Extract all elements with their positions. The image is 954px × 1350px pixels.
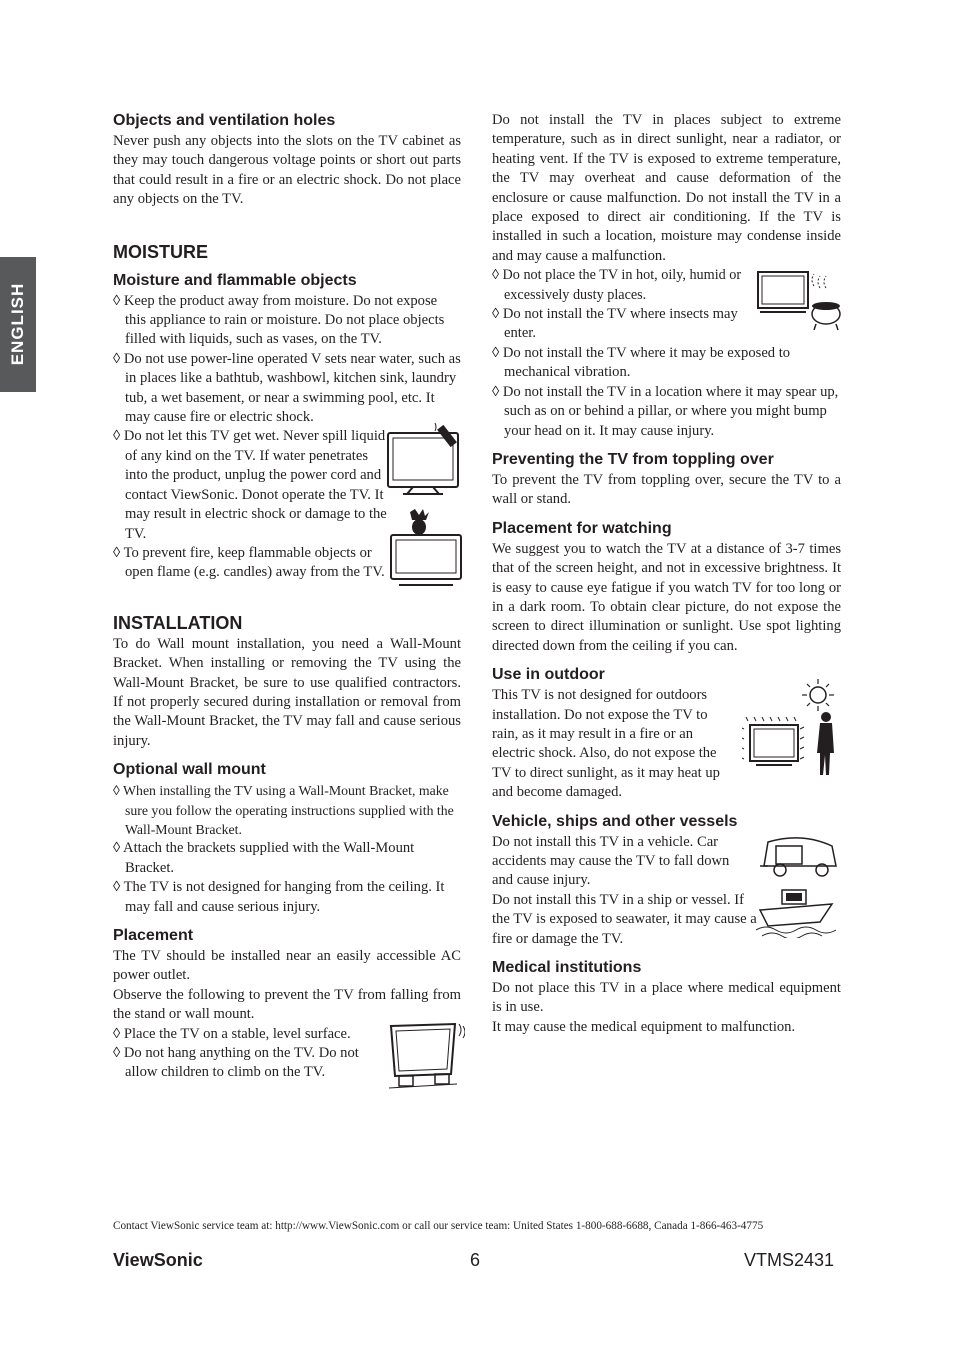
environment-item: ◊ Do not install the TV where insects may enter. xyxy=(492,306,738,342)
page-number: 6 xyxy=(470,1250,481,1270)
tv-vehicle-illustration xyxy=(760,836,842,880)
placement-item: ◊ Do not hang anything on the TV. Do not allow children to climb on the TV. xyxy=(113,1045,359,1081)
watching-section xyxy=(492,519,841,656)
vehicle-title: Vehicle, ships and other vessels xyxy=(492,812,738,830)
outdoor-section xyxy=(492,665,841,802)
objects-title: Objects and ventilation holes xyxy=(113,112,336,129)
tv-liquid-illustration xyxy=(385,421,467,501)
tv-flame-illustration xyxy=(385,505,467,587)
placement-p2: Observe the following to prevent the TV from falling from the stand or wall mount. xyxy=(113,986,461,1023)
wallmount-item: ◊ The TV is not designed for hanging from the ceiling. It may fall and cause serious injury. xyxy=(113,879,445,915)
wallmount-item: ◊ When installing the TV using a Wall-Mount Bracket, make sure you follow the operating instructions supplied with the Wall-Mount Bracket. xyxy=(113,783,454,837)
placement-p1: The TV should be installed near an easily accessible AC power outlet. xyxy=(113,948,461,984)
moisture-heading: MOISTURE xyxy=(113,241,209,262)
environment-text: Do not install the TV in places subject to extreme temperature, such as in direct sunlight, near a radiator, or heating vent. If the TV is exposed to extreme temperature, the TV may overheat and cause deformation of the enclosure or cause malfunction. Do not install the TV in a place exposed to direct air conditioning. If the TV is installed in such a location, moisture may condense inside and may cause a malfunction. xyxy=(492,112,841,264)
moisture-item: ◊ Do not let this TV get wet. Never spill liquid of any kind on the TV. If water penetrates into the product, unplug the power cord and contact ViewSonic. Donot operate the TV. It may result in electric shock or damage to the TV. xyxy=(113,428,387,542)
wallmount-section xyxy=(113,760,461,917)
outdoor-text: This TV is not designed for outdoors installation. Do not expose the TV to rain, as it may result in a fire or an electric shock. Also, do not expose the TV to direct sunlight, as it may heat up and become damaged. xyxy=(492,687,720,801)
installation-text: To do Wall mount installation, you need a Wall-Mount Bracket. When installing or removing the TV using the Wall-Mount Bracket, be sure to use qualified contractors. If not properly secured during installation or removal from the Wall-Mount Bracket, the TV may fall and cause serious injury. xyxy=(113,635,461,749)
wallmount-title: Optional wall mount xyxy=(113,761,266,779)
medical-p1: Do not place this TV in a place where medical equipment is in use. xyxy=(492,980,841,1016)
environment-wrap xyxy=(492,266,841,344)
right-column xyxy=(492,111,841,1046)
watching-text: We suggest you to watch the TV at a distance of 3-7 times that of the screen height, and not in excessive brightness. It is easy to cause eye fatigue if you watch TV for too long or in a dark room. To obtain clear picture, do not expose the screen to direct illumination or sunlight. Use spot lighting directed down from the ceiling if you can. xyxy=(492,540,841,654)
toppling-title: Preventing the TV from toppling over xyxy=(492,450,774,468)
installation-heading: INSTALLATION xyxy=(113,612,243,633)
placement-item: ◊ Place the TV on a stable, level surface. xyxy=(113,1025,351,1042)
installation-section xyxy=(113,612,461,751)
objects-section xyxy=(113,111,461,210)
tv-stable-illustration xyxy=(385,1022,465,1092)
tv-sunlight-illustration xyxy=(742,677,842,777)
medical-p2: It may cause the medical equipment to malfunction. xyxy=(492,1018,796,1035)
language-tab-label: ENGLISH xyxy=(8,282,27,366)
vehicle-p2: Do not install this TV in a ship or vessel. If the TV is exposed to seawater, it may cause a fire or damage the TV. xyxy=(492,891,757,947)
left-column xyxy=(113,111,461,1092)
moisture-item: ◊ Keep the product away from moisture. Do not expose this appliance to rain or moisture. Do not place objects filled with liquids, such as vases, on the TV. xyxy=(113,292,445,348)
moisture-item: ◊ To prevent fire, keep flammable objects or open flame (e.g. candles) away from the TV. xyxy=(113,544,385,581)
moisture-wrap xyxy=(113,427,461,582)
moisture-item: ◊ Do not use power-line operated V sets near water, such as in places like a bathtub, washbowl, kitchen sink, laundry tub, a wet basement, or near a swimming pool, etc. It may cause fire or electric shock. xyxy=(113,350,461,426)
vehicle-p1: Do not install this TV in a vehicle. Car accidents may cause the TV to fall down and cause injury. xyxy=(492,833,730,889)
toppling-section xyxy=(492,450,841,510)
vehicle-section xyxy=(492,812,841,949)
model-number: VTMS2431 xyxy=(744,1250,835,1270)
toppling-text: To prevent the TV from toppling over, secure the TV to a wall or stand. xyxy=(492,471,841,508)
placement-section xyxy=(113,926,461,1083)
wallmount-item: ◊ Attach the brackets supplied with the Wall-Mount Bracket. xyxy=(113,840,415,876)
environment-item: ◊ Do not place the TV in hot, oily, humid or excessively dusty places. xyxy=(492,267,742,303)
environment-item: ◊ Do not install the TV in a location where it may spear up, such as on or behind a pillar, or where you might bump your head on it. It may cause injury. xyxy=(492,383,839,439)
medical-section xyxy=(492,958,841,1037)
placement-title: Placement xyxy=(113,927,194,944)
contact-line: Contact ViewSonic service team at: http://www.ViewSonic.com or call our service team: United States 1-800-688-6688, Canada 1-866-463-4775 xyxy=(113,1220,764,1232)
outdoor-title: Use in outdoor xyxy=(492,666,605,684)
environment-item: ◊ Do not install the TV where it may be exposed to mechanical vibration. xyxy=(492,344,791,381)
language-tab xyxy=(0,257,36,392)
tv-ship-illustration xyxy=(756,884,842,938)
brand-name: ViewSonic xyxy=(113,1250,203,1270)
moisture-subtitle: Moisture and flammable objects xyxy=(113,271,357,289)
medical-title: Medical institutions xyxy=(492,959,642,977)
objects-text: Never push any objects into the slots on the TV cabinet as they may touch dangerous voltage points or short out parts that could result in a fire or an electric shock. Do not place any objects on the TV. xyxy=(113,133,461,208)
tv-kitchen-illustration xyxy=(756,268,842,332)
watching-title: Placement for watching xyxy=(492,519,672,537)
